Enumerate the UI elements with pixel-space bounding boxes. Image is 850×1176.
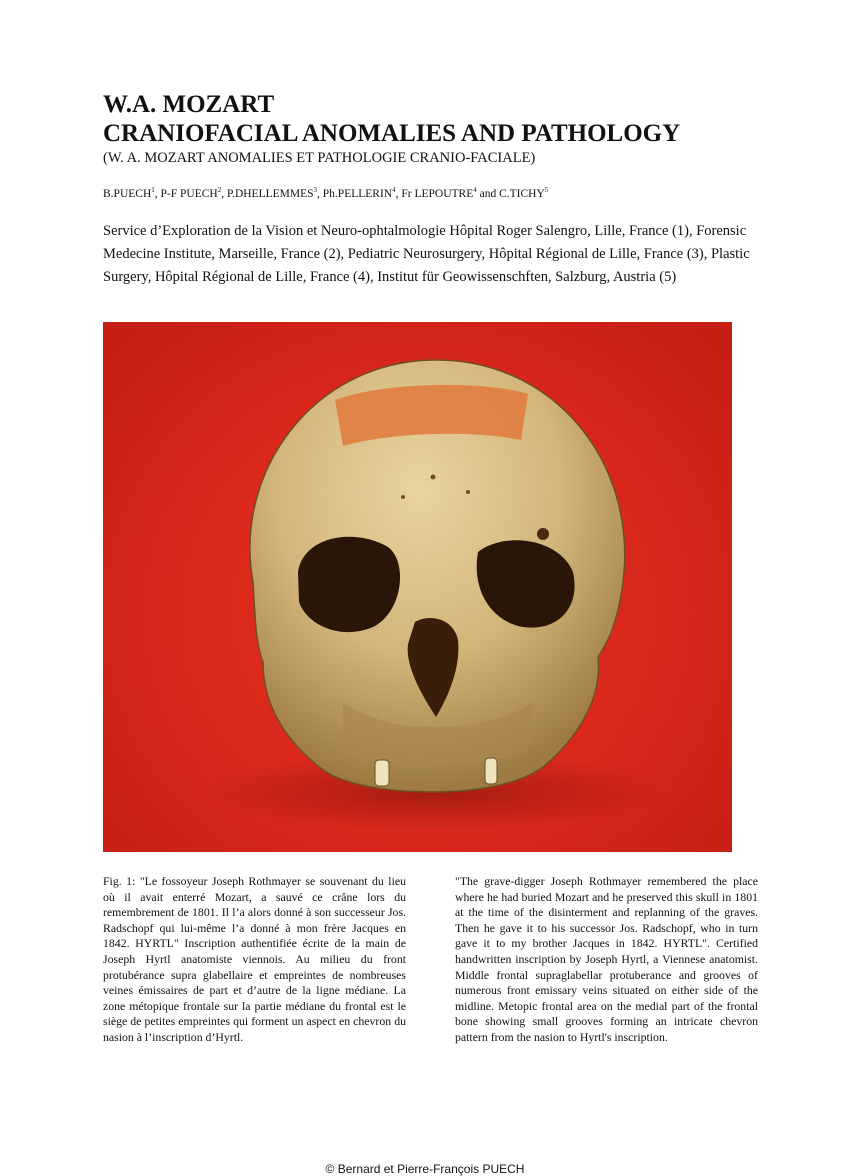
figure-caption-english: "The grave-digger Joseph Rothmayer remembered the place where he had buried Mozart and he preserved this skull in 1801 at the time of the disinterment and replanning of the graves. Then he gave it to his successor Jos. Radschopf, who in turn gave it to my brother Jacques in 1842. HYRTL". Certified handwritten inscription by Joseph Hyrtl, a Viennese anatomist. Middle frontal supraglabellar protuberance and grooves of numerous front emissary veins situated on either side of the midline. Metopic frontal area on the medial part of the frontal bone showing small grooves forming an intricate chevron pattern from the nasion to Hyrtl's inscription. — [455, 874, 758, 1044]
author-list: B.PUECH$^1$, P-F PUECH$^2$, P.DHELLEMMES$^3$, Ph.PELLERIN$^4$, Fr LEPOUTRE$^4$ and C.TICHY$^5$ — [103, 186, 549, 200]
title-line-1: W.A. MOZART — [103, 91, 275, 118]
author-affiliation-marker: 3 — [313, 186, 318, 194]
author-name: P-F PUECH — [160, 187, 218, 200]
author-affiliation-marker: 2 — [217, 186, 222, 194]
author-affiliation-marker: 1 — [151, 186, 155, 194]
paper-title — [103, 90, 680, 148]
author-name: P.DHELLEMMES — [226, 187, 314, 200]
author-affiliation-marker: 5 — [544, 186, 549, 194]
author-name: B.PUECH — [103, 187, 152, 200]
copyright-footer: © Bernard et Pierre-François PUECH — [325, 1162, 525, 1176]
skull-photograph — [103, 322, 732, 852]
figure-caption-french: Fig. 1: "Le fossoyeur Joseph Rothmayer se souvenant du lieu où il avait enterré Mozart, a sauvé ce crâne lors du remembrement de 1801. Il l’a alors donné à son successeur Jos. Radschopf qui lui-même l’a donné à mon frère Jacques en 1842. HYRTL" Inscription authentifiée écrite de la main de Joseph Hyrtl anatomiste viennois. Au milieu du front protubérance supra glabellaire et empreintes de nombreuses veines émissaires de part et d’autre de la ligne médiane. La zone métopique frontale sur la partie médiane du frontal est le siège de petites empreintes qui forment un aspect en chevron du nasion à l’inscription d’Hyrtl. — [103, 874, 406, 1044]
affiliations: Service d’Exploration de la Vision et Neuro-ophtalmologie Hôpital Roger Salengro, Lille, France (1), Forensic Medecine Institute, Marseille, France (2), Pediatric Neurosurgery, Hôpital Régional de Lille, France (3), Plastic Surgery, Hôpital Régional de Lille, France (4), Institut für Geowissenschften, Salzburg, Austria (5) — [103, 223, 750, 285]
skull-illustration — [103, 322, 732, 852]
author-affiliation-marker: 4 — [392, 186, 396, 194]
author-name: Ph.PELLERIN — [322, 187, 393, 200]
author-name: Fr LEPOUTRE — [401, 187, 474, 200]
author-name: C.TICHY — [499, 187, 545, 200]
paper-subtitle: (W. A. MOZART ANOMALIES ET PATHOLOGIE CRANIO-FACIALE) — [103, 150, 536, 166]
title-line-2: CRANIOFACIAL ANOMALIES AND PATHOLOGY — [103, 120, 681, 147]
author-affiliation-marker: 4 — [473, 186, 477, 194]
